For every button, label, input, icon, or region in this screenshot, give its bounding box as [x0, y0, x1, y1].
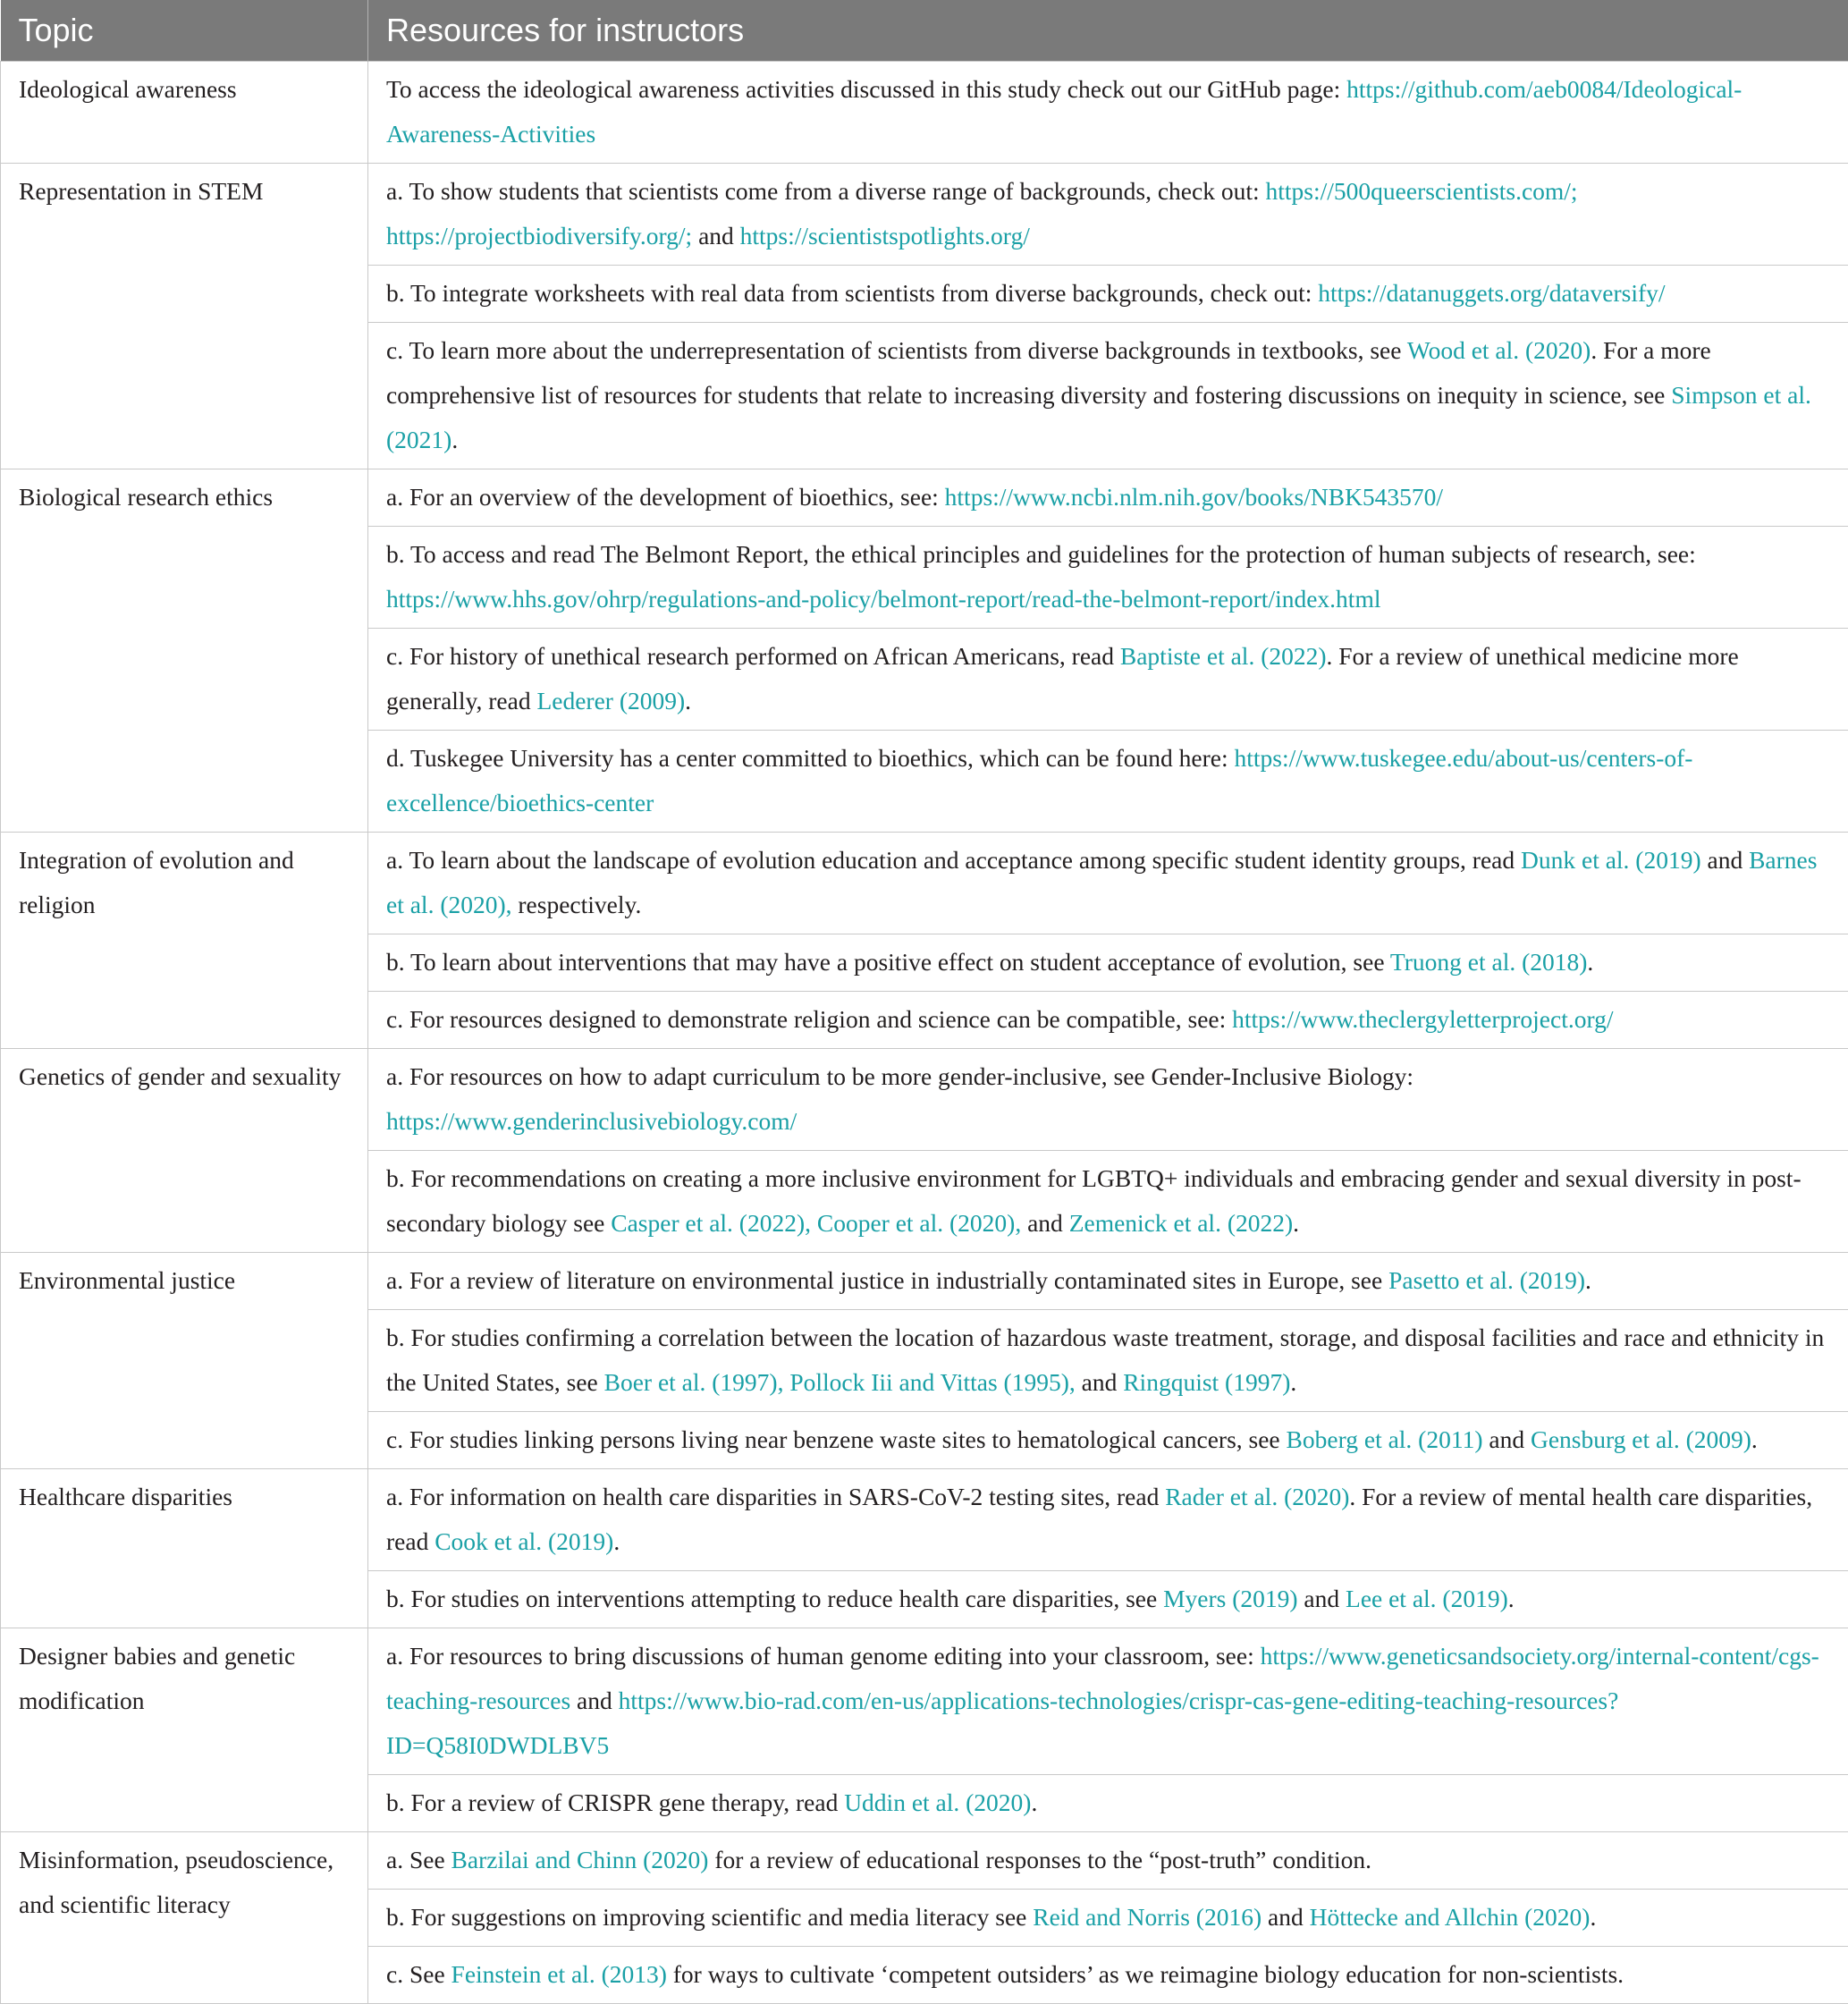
topic-cell: Representation in STEM	[1, 164, 368, 469]
resource-text: .	[613, 1527, 620, 1555]
resource-text: c. For studies linking persons living near benzene waste sites to hematological cancers, see	[386, 1425, 1287, 1453]
header-resources: Resources for instructors	[368, 0, 1848, 62]
resource-text: and	[1701, 846, 1749, 874]
resource-text: .	[1751, 1425, 1758, 1453]
resource-cell	[368, 833, 1848, 934]
resource-cell	[368, 469, 1848, 527]
table-row	[1, 1628, 1848, 1775]
topic-cell: Environmental justice	[1, 1253, 368, 1469]
resource-text: .	[1508, 1585, 1515, 1612]
topic-cell: Biological research ethics	[1, 469, 368, 833]
resource-text: .	[451, 426, 458, 453]
reference-link[interactable]: Simpson et al. (2021)	[386, 381, 1811, 453]
reference-link[interactable]: Ringquist (1997)	[1123, 1368, 1290, 1396]
resource-text: and	[570, 1687, 618, 1714]
resource-text: c. See	[386, 1960, 451, 1988]
table-row	[1, 1469, 1848, 1571]
resource-text: b. To integrate worksheets with real data from scientists from diverse backgrounds, check out:	[386, 279, 1318, 307]
resource-text: .	[685, 687, 691, 715]
resource-text: b. For studies on interventions attempting to reduce health care disparities, see	[386, 1585, 1163, 1612]
resource-cell	[368, 1469, 1848, 1571]
resource-text: a. For an overview of the development of bioethics, see:	[386, 483, 945, 511]
topic-cell: Ideological awareness	[1, 62, 368, 164]
reference-link[interactable]: https://www.geneticsandsociety.org/internal-content/cgs-teaching-resources	[386, 1642, 1819, 1714]
resource-text: . For a more comprehensive list of resources for students that relate to increasing diversity and fostering discussions on inequity in science, see	[386, 336, 1711, 409]
resource-text: c. To learn more about the underrepresentation of scientists from diverse backgrounds in textbooks, see	[386, 336, 1407, 364]
resource-text: d. Tuskegee University has a center committed to bioethics, which can be found here:	[386, 744, 1235, 772]
table-body	[1, 62, 1848, 2004]
reference-link[interactable]: https://www.ncbi.nlm.nih.gov/books/NBK543570/	[945, 483, 1443, 511]
resource-cell	[368, 1310, 1848, 1412]
reference-link[interactable]: Höttecke and Allchin (2020)	[1310, 1903, 1591, 1931]
resource-text: and	[692, 222, 739, 249]
resource-text: b. For recommendations on creating a more inclusive environment for LGBTQ+ individuals and embracing gender and sexual diversity in post-secondary biology see	[386, 1164, 1802, 1237]
resource-cell	[368, 1947, 1848, 2004]
reference-link[interactable]: Boberg et al. (2011)	[1287, 1425, 1483, 1453]
resource-text: and	[1482, 1425, 1530, 1453]
resource-text: respectively.	[512, 891, 642, 918]
topic-cell: Misinformation, pseudoscience, and scientific literacy	[1, 1832, 368, 2004]
resource-cell	[368, 62, 1848, 164]
reference-link[interactable]: Barnes et al. (2020),	[386, 846, 1817, 918]
resource-text: b. To learn about interventions that may have a positive effect on student acceptance of evolution, see	[386, 948, 1390, 976]
reference-link[interactable]: Dunk et al. (2019)	[1521, 846, 1701, 874]
resource-text: .	[1293, 1209, 1299, 1237]
resource-text: . For a review of unethical medicine more generally, read	[386, 642, 1739, 715]
resource-text: b. To access and read The Belmont Report, the ethical principles and guidelines for the protection of human subjects of research, see:	[386, 540, 1696, 568]
reference-link[interactable]: https://www.tuskegee.edu/about-us/centers-of-excellence/bioethics-center	[386, 744, 1692, 816]
resource-cell	[368, 266, 1848, 323]
resource-text: and	[1262, 1903, 1309, 1931]
table-row	[1, 1049, 1848, 1151]
resource-cell	[368, 164, 1848, 266]
resource-text: b. For a review of CRISPR gene therapy, read	[386, 1788, 844, 1816]
reference-link[interactable]: https://www.genderinclusivebiology.com/	[386, 1107, 797, 1135]
resource-text: and	[1021, 1209, 1068, 1237]
resource-text: a. For a review of literature on environmental justice in industrially contaminated sites in Europe, see	[386, 1266, 1388, 1294]
resource-text: a. See	[386, 1846, 451, 1873]
resource-cell	[368, 527, 1848, 629]
reference-link[interactable]: Lederer (2009)	[536, 687, 685, 715]
reference-link[interactable]: https://www.hhs.gov/ohrp/regulations-and-policy/belmont-report/read-the-belmont-report/index.html	[386, 585, 1380, 613]
resource-text: for a review of educational responses to the “post-truth” condition.	[708, 1846, 1371, 1873]
resource-text: c. For history of unethical research performed on African Americans, read	[386, 642, 1120, 670]
resource-cell	[368, 992, 1848, 1049]
topic-cell: Integration of evolution and religion	[1, 833, 368, 1049]
resource-text: and	[1076, 1368, 1123, 1396]
resource-text: a. To show students that scientists come from a diverse range of backgrounds, check out:	[386, 177, 1266, 205]
resource-text: a. To learn about the landscape of evolution education and acceptance among specific student identity groups, read	[386, 846, 1521, 874]
reference-link[interactable]: Lee et al. (2019)	[1346, 1585, 1508, 1612]
reference-link[interactable]: https://www.bio-rad.com/en-us/applications-technologies/crispr-cas-gene-editing-teaching-resources?ID=Q58I0DWDLBV5	[386, 1687, 1618, 1759]
resource-text: b. For suggestions on improving scientific and media literacy see	[386, 1903, 1033, 1931]
reference-link[interactable]: https://scientistspotlights.org/	[740, 222, 1030, 249]
reference-link[interactable]: Truong et al. (2018)	[1390, 948, 1588, 976]
table-row	[1, 164, 1848, 266]
reference-link[interactable]: Reid and Norris (2016)	[1033, 1903, 1262, 1931]
topic-cell: Genetics of gender and sexuality	[1, 1049, 368, 1253]
reference-link[interactable]: Boer et al. (1997), Pollock Iii and Vittas (1995),	[604, 1368, 1076, 1396]
reference-link[interactable]: Feinstein et al. (2013)	[451, 1960, 667, 1988]
resource-cell	[368, 934, 1848, 992]
reference-link[interactable]: https://github.com/aeb0084/Ideological-Awareness-Activities	[386, 75, 1742, 148]
topic-cell: Designer babies and genetic modification	[1, 1628, 368, 1832]
resource-cell	[368, 629, 1848, 731]
reference-link[interactable]: https://www.theclergyletterproject.org/	[1232, 1005, 1613, 1033]
resource-text: c. For resources designed to demonstrate religion and science can be compatible, see:	[386, 1005, 1232, 1033]
resource-cell	[368, 1151, 1848, 1253]
resource-text: . For a review of mental health care disparities, read	[386, 1483, 1812, 1555]
reference-link[interactable]: Wood et al. (2020)	[1407, 336, 1591, 364]
table-row	[1, 469, 1848, 527]
topic-cell: Healthcare disparities	[1, 1469, 368, 1628]
resource-text: for ways to cultivate ‘competent outsiders’ as we reimagine biology education for non-scientists.	[667, 1960, 1624, 1988]
resource-text: .	[1585, 1266, 1591, 1294]
reference-link[interactable]: Barzilai and Chinn (2020)	[451, 1846, 709, 1873]
resource-cell	[368, 731, 1848, 833]
resource-cell	[368, 1628, 1848, 1775]
reference-link[interactable]: Rader et al. (2020)	[1165, 1483, 1349, 1510]
resource-text: .	[1590, 1903, 1596, 1931]
resource-cell	[368, 1571, 1848, 1628]
resource-text: .	[1587, 948, 1593, 976]
resource-cell	[368, 1890, 1848, 1947]
reference-link[interactable]: Uddin et al. (2020)	[844, 1788, 1031, 1816]
resource-text: To access the ideological awareness activities discussed in this study check out our GitHub page:	[386, 75, 1346, 103]
reference-link[interactable]: Casper et al. (2022), Cooper et al. (2020),	[611, 1209, 1021, 1237]
table-row	[1, 1253, 1848, 1310]
reference-link[interactable]: Myers (2019)	[1163, 1585, 1297, 1612]
resource-text: .	[1031, 1788, 1037, 1816]
resource-text: b. For studies confirming a correlation between the location of hazardous waste treatment, storage, and disposal facilities and race and ethnicity in the United States, see	[386, 1323, 1824, 1396]
table-header	[1, 0, 1848, 62]
resource-cell	[368, 1049, 1848, 1151]
resource-text: a. For resources on how to adapt curriculum to be more gender-inclusive, see Gender-Inclusive Biology:	[386, 1062, 1413, 1090]
resource-text: .	[1290, 1368, 1296, 1396]
resource-cell	[368, 1775, 1848, 1832]
reference-link[interactable]: https://500queerscientists.com/; https://projectbiodiversify.org/;	[386, 177, 1578, 249]
reference-link[interactable]: Gensburg et al. (2009)	[1531, 1425, 1751, 1453]
header-topic: Topic	[1, 0, 368, 62]
resource-cell	[368, 1253, 1848, 1310]
resource-text: a. For information on health care disparities in SARS-CoV-2 testing sites, read	[386, 1483, 1165, 1510]
reference-link[interactable]: Baptiste et al. (2022)	[1120, 642, 1327, 670]
table-row	[1, 62, 1848, 164]
reference-link[interactable]: Zemenick et al. (2022)	[1069, 1209, 1293, 1237]
resource-cell	[368, 1832, 1848, 1890]
table-row	[1, 1832, 1848, 1890]
reference-link[interactable]: Cook et al. (2019)	[435, 1527, 613, 1555]
reference-link[interactable]: Pasetto et al. (2019)	[1388, 1266, 1585, 1294]
table-row	[1, 833, 1848, 934]
resource-text: a. For resources to bring discussions of human genome editing into your classroom, see:	[386, 1642, 1261, 1670]
reference-link[interactable]: https://datanuggets.org/dataversify/	[1318, 279, 1665, 307]
resource-cell	[368, 323, 1848, 469]
resource-cell	[368, 1412, 1848, 1469]
resource-text: and	[1298, 1585, 1346, 1612]
header-row	[1, 0, 1848, 62]
